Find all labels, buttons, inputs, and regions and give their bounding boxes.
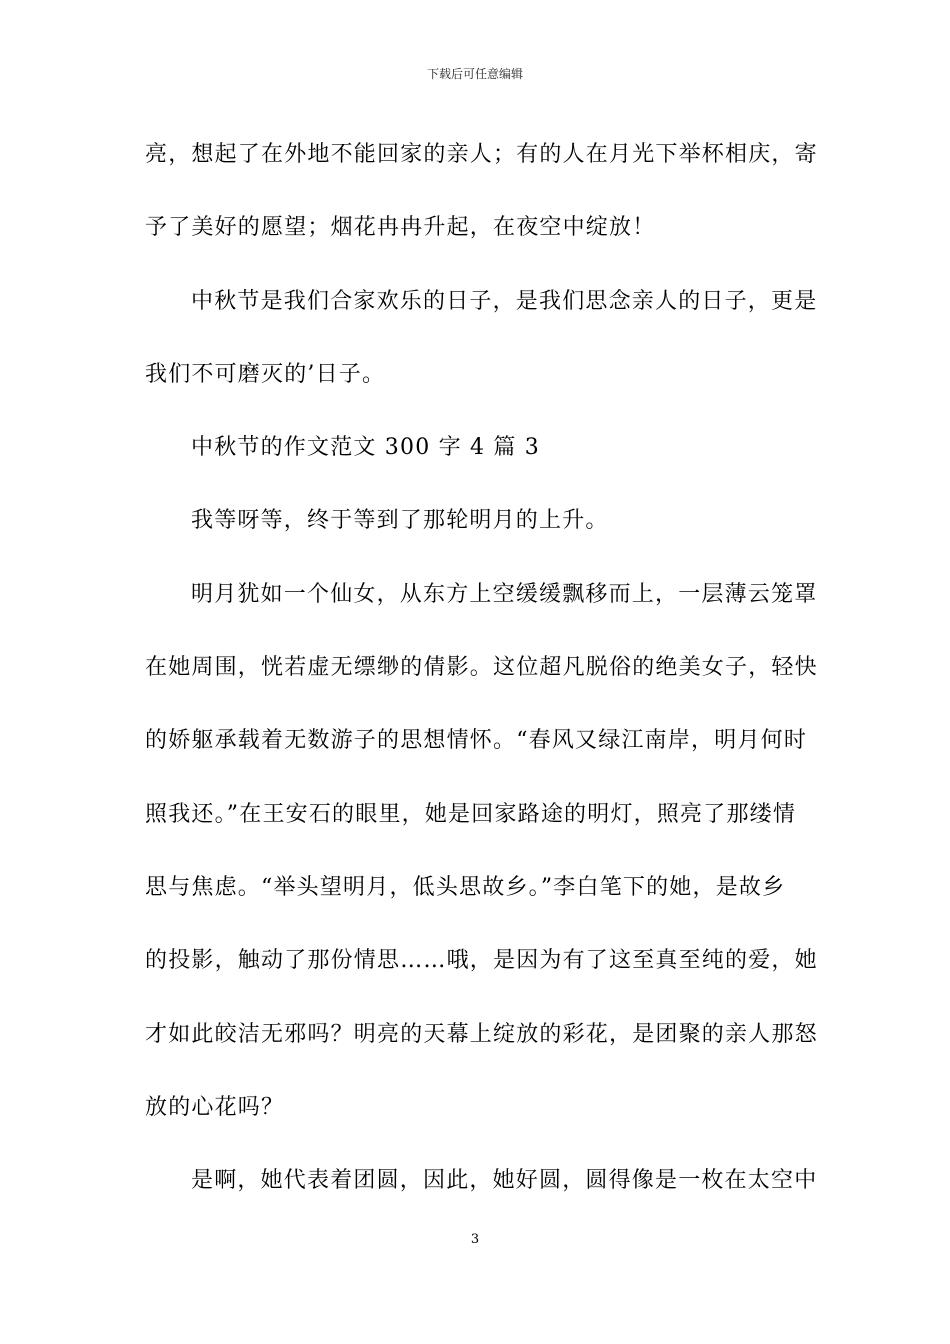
text-line: 我们不可磨灭的’日子。 (145, 361, 386, 387)
page-number: 3 (470, 1232, 480, 1247)
paragraph-start: 我等呀等，终于等到了那轮明月的上升。 (191, 508, 609, 534)
text-line: 照我还。”在王安石的眼里，她是回家路途的明灯，照亮了那缕情 (145, 801, 797, 827)
paragraph-start: 中秋节是我们合家欢乐的日子，是我们思念亲人的日子，更是 (191, 288, 818, 314)
page-header: 下载后可任意编辑 (426, 67, 523, 81)
text-line: 思与焦虑。“举头望明月，低头思故乡。”李白笔下的她，是故乡 (145, 874, 786, 900)
paragraph-start: 是啊，她代表着团圆，因此，她好圆，圆得像是一枚在太空中 (191, 1168, 818, 1194)
text-line: 在她周围，恍若虚无缥缈的倩影。这位超凡脱俗的绝美女子，轻快 (145, 655, 818, 681)
document-body (145, 132, 818, 1231)
text-line: 的娇躯承载着无数游子的思想情怀。“春风又绿江南岸，明月何时 (145, 728, 808, 754)
section-heading: 中秋节的作文范文 300 字 4 篇 3 (191, 435, 540, 461)
text-line: 才如此皎洁无邪吗？明亮的天幕上绽放的彩花，是团聚的亲人那怒 (145, 1021, 818, 1047)
text-line: 的投影，触动了那份情思……哦，是因为有了这至真至纯的爱，她 (145, 948, 818, 974)
text-line: 予了美好的愿望；烟花冉冉升起，在夜空中绽放！ (145, 215, 656, 241)
text-line: 亮，想起了在外地不能回家的亲人；有的人在月光下举杯相庆，寄 (145, 142, 818, 167)
paragraph-start: 明月犹如一个仙女，从东方上空缓缓飘移而上，一层薄云笼罩 (191, 581, 818, 607)
text-line: 放的心花吗？ (145, 1094, 285, 1120)
